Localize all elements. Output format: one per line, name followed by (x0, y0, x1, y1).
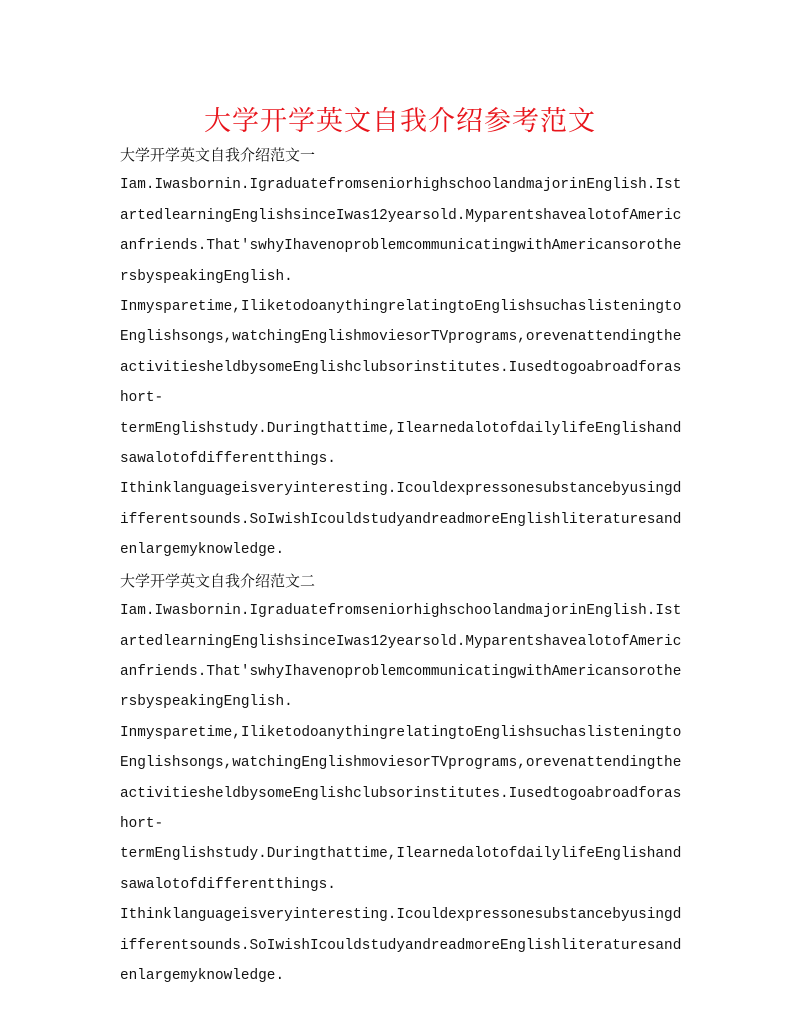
paragraph: Iam.Iwasbornin.IgraduatefromseniorhighschoolandmajorinEnglish.IstartedlearningEnglishsinceIwas12yearsold.MyparentshavealotofAmericanfriends.That'swhyIhavenoproblemcommunicatingwithAmericansorothersbyspeakingEnglish. (120, 603, 682, 711)
paragraph: termEnglishstudy.Duringthattime,IlearnedalotofdailylifeEnglishandsawalotofdifferentthings. (120, 846, 682, 893)
paragraph: termEnglishstudy.Duringthattime,IlearnedalotofdailylifeEnglishandsawalotofdifferentthings. (120, 420, 682, 468)
paragraph: Iam.Iwasbornin.IgraduatefromseniorhighschoolandmajorinEnglish.IstartedlearningEnglishsinceIwas12yearsold.MyparentshavealotofAmericanfriends.That'swhyIhavenoproblemcommunicatingwithAmericansorothersbyspeakingEnglish. (120, 177, 682, 285)
paragraph: Inmysparetime,IliketodoanythingrelatingtoEnglishsuchaslisteningtoEnglishsongs,watchingEnglishmoviesorTVprograms,orevenattendingtheactivitiesheldbysomeEnglishclubsorinstitutes.Iusedtogoabroadforashort- (120, 299, 682, 407)
paragraph: Ithinklanguageisveryinteresting.Icouldexpressonesubstancebyusingdifferentsounds.SoIwishIcouldstudyandreadmoreEnglishliteraturesandenlargemyknowledge. (120, 907, 682, 984)
section-heading: 大学开学英文自我介绍范文二 (120, 571, 316, 590)
paragraph: Ithinklanguageisveryinteresting.Icouldexpressonesubstancebyusingdifferentsounds.SoIwishIcouldstudyandreadmoreEnglishliteraturesandenlargemyknowledge. (120, 481, 682, 559)
section-heading: 大学开学英文自我介绍范文一 (120, 146, 316, 164)
paragraph: Inmysparetime,IliketodoanythingrelatingtoEnglishsuchaslisteningtoEnglishsongs,watchingEnglishmoviesorTVprograms,orevenattendingtheactivitiesheldbysomeEnglishclubsorinstitutes.Iusedtogoabroadforashort- (120, 724, 682, 832)
document-body (120, 140, 682, 991)
section-1 (120, 140, 682, 566)
section-2 (120, 566, 682, 992)
page-title: 大学开学英文自我介绍参考范文 (204, 106, 596, 137)
